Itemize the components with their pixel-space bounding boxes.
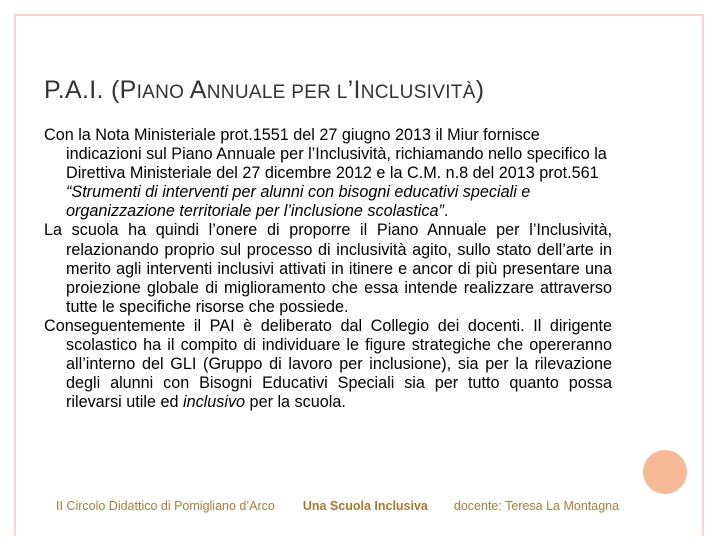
paragraph-text: Conseguentemente il PAI è deliberato dal Collegio dei docenti. Il dirigente scolastico ha il compito di individuare le figure strategiche che opereranno all’interno del GLI (Gruppo di lavoro per inclusione), sia per la rilevazione degli alunni con Bisogni Educativi Speciali sia per tutto quanto possa rilevarsi utile ed (44, 316, 612, 412)
title-part: ’I (347, 76, 361, 104)
title-part: IANO (136, 82, 190, 103)
paragraph-italic-text: inclusivo (182, 393, 246, 412)
paragraph-nota-ministeriale (44, 126, 612, 221)
paragraph-conseguentemente (44, 317, 612, 412)
title-part: P.A.I. (P (44, 76, 137, 104)
slide-title (44, 76, 484, 105)
slide-footer (56, 497, 636, 515)
paragraph-italic-text: “Strumenti di interventi per alunni con bisogni educativi speciali e organizzazione territoriale per l’inclusione scolastica” (66, 183, 531, 221)
slide-body (44, 126, 612, 412)
footer-school-name: II Circolo Didattico di Pomigliano d’Arco (56, 499, 275, 513)
paragraph-scuola (44, 221, 612, 316)
title-part: A (189, 76, 207, 104)
paragraph-text: La scuola ha quindi l’onere di proporre il Piano Annuale per l’Inclusività, relazionando proprio sul processo di inclusività agito, sullo stato dell’arte in merito agli interventi inclusivi attivati in itinere e ancor di più presentare una proiezione globale di miglioramento che essa intende realizzare attraverso tutte le specifiche risorse che possiede. (44, 221, 612, 316)
title-part: ) (475, 76, 485, 104)
paragraph-text: per la scuola. (245, 393, 346, 412)
title-part: NCLUSIVITÀ (360, 82, 476, 103)
paragraph-text: Con la Nota Ministeriale prot.1551 del 27 giugno 2013 il Miur fornisce indicazioni sul Piano Annuale per l’Inclusività, richiamando nello specifico la Direttiva Ministeriale del 27 dicembre 2012 e la C.M. n.8 del 2013 prot.561 (44, 126, 607, 183)
title-part: NNUALE PER L (206, 82, 348, 103)
footer-teacher: docente: Teresa La Montagna (453, 499, 620, 513)
footer-slogan: Una Scuola Inclusiva (302, 499, 428, 513)
decorative-circle (643, 450, 687, 494)
paragraph-text: . (443, 202, 449, 221)
